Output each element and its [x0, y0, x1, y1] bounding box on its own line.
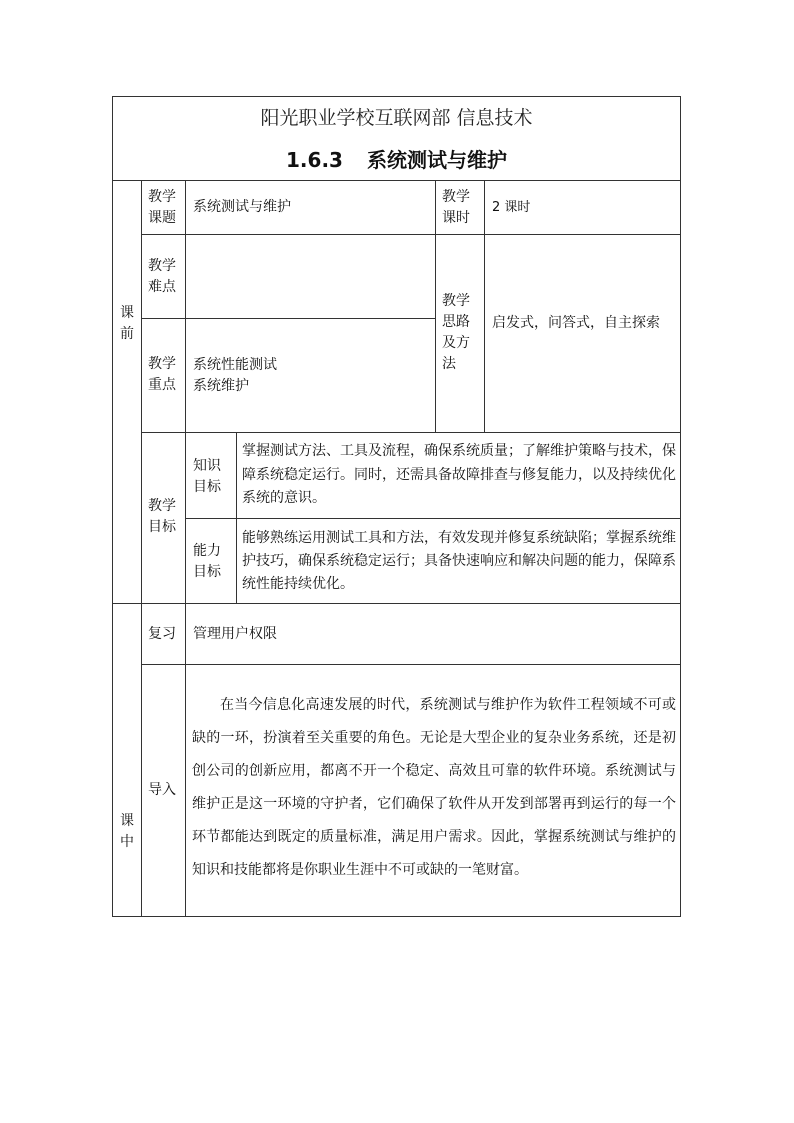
review-label: 复习: [148, 626, 176, 642]
topic-value: 系统测试与维护: [193, 199, 291, 215]
section-label-in-class: 课中: [120, 813, 134, 850]
method-label: 教学思路及方法: [442, 293, 470, 372]
lesson-title: 系统测试与维护: [366, 148, 507, 172]
method-value: 启发式，问答式，自主探索: [492, 315, 660, 331]
intro-paragraph: 在当今信息化高速发展的时代，系统测试与维护作为软件工程领域不可或缺的一环，扮演着至关重要的角色。无论是大型企业的复杂业务系统，还是初创公司的创新应用，都离不开一个稳定、高效且可靠的软件环境。系统测试与维护正是这一环境的守护者，它们确保了软件从开发到部署再到运行的每一个环节都能达到既定的质量标准，满足用户需求。因此，掌握系统测试与维护的知识和技能都将是你职业生涯中不可或缺的一笔财富。: [192, 697, 676, 878]
school-subject-title: 阳光职业学校互联网部 信息技术: [260, 107, 533, 129]
lesson-heading: [113, 145, 680, 175]
knowledge-goal-line-1: 掌握测试方法、工具及流程，确保系统质量；了解维护策略与技术，保: [242, 443, 676, 459]
ability-goal-label: 能力目标: [193, 543, 221, 580]
row-divider-topic: [141, 234, 681, 235]
section-label-pre-class: 课前: [120, 305, 134, 342]
lesson-number: 1.6.3: [286, 148, 343, 172]
ability-goal-line-1: 能够熟练运用测试工具和方法，有效发现并修复系统缺陷；掌握系统维: [242, 530, 676, 546]
col-divider-hours-value: [484, 180, 485, 433]
goals-label: 教学目标: [148, 498, 176, 535]
knowledge-goal-label: 知识目标: [193, 458, 221, 495]
topic-label: 教学课题: [148, 189, 176, 226]
header-divider: [112, 180, 681, 181]
difficulty-label: 教学难点: [148, 258, 176, 295]
col-divider-label: [185, 180, 186, 433]
key-points-label: 教学重点: [148, 356, 176, 393]
row-divider-goals: [141, 432, 681, 433]
knowledge-goal-line-2: 障系统稳定运行。同时，还需具备故障排查与修复能力，以及持续优化: [242, 467, 676, 483]
table-border-left: [112, 96, 113, 917]
hours-value: 2 课时: [492, 200, 531, 215]
row-divider-review: [141, 664, 681, 665]
key-points-line-1: 系统性能测试: [193, 357, 277, 373]
section-divider: [112, 603, 681, 604]
table-border-right: [680, 96, 681, 917]
knowledge-goal-line-3: 系统的意识。: [242, 490, 326, 506]
table-border-bottom: [112, 916, 681, 917]
ability-goal-line-3: 统性能持续优化。: [242, 576, 354, 592]
col-divider-goals-inner: [236, 432, 237, 604]
col-divider-section: [141, 180, 142, 917]
row-divider-ability: [185, 518, 681, 519]
col-divider-label-lower: [185, 603, 186, 917]
review-value: 管理用户权限: [193, 626, 277, 642]
col-divider-hours-label: [435, 180, 436, 433]
table-border-top: [112, 96, 681, 97]
key-points-line-2: 系统维护: [193, 378, 249, 394]
intro-label: 导入: [148, 782, 176, 798]
hours-label: 教学课时: [442, 189, 470, 226]
ability-goal-line-2: 护技巧，确保系统稳定运行；具备快速响应和解决问题的能力，保障系: [242, 553, 676, 569]
col-divider-goals: [185, 432, 186, 604]
